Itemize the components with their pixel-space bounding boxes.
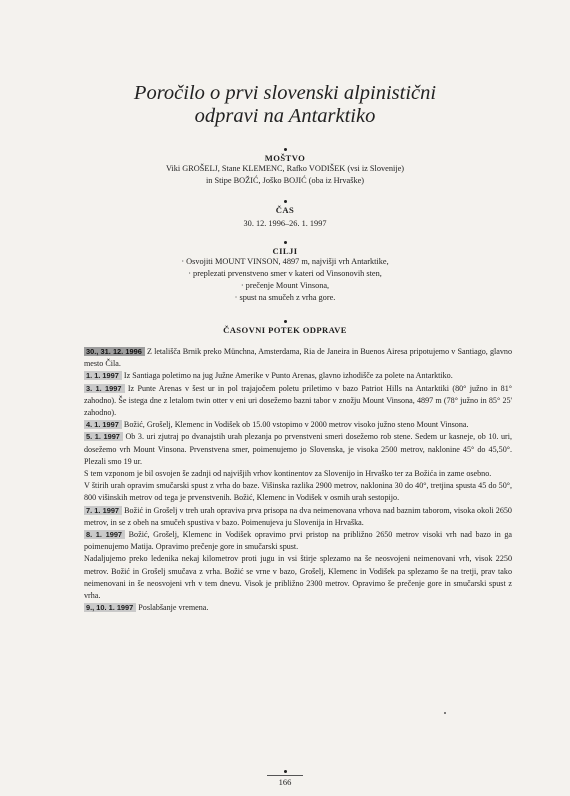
page-title — [60, 82, 510, 128]
team-line: Viki GROŠELJ, Stane KLEMENC, Rafko VODIŠEK (vsi iz Slovenije) — [165, 164, 405, 173]
goal-line: · prečenje Mount Vinsona, — [240, 281, 330, 290]
goal-line: · spust na smučeh z vrha gore. — [234, 293, 336, 302]
timeline-entry — [84, 346, 512, 370]
section-heading: ČASOVNI POTEK ODPRAVE — [223, 325, 347, 335]
page-number: 166 — [267, 775, 304, 788]
bullet-dot-icon — [284, 770, 287, 773]
entry-date: 5. 1. 1997 — [84, 432, 123, 441]
entry-text: Z letališča Brnik preko Münchna, Amsterdama, Ria de Janeira in Buenos Airesa pripotujemo v Santiago, glavno mesto Čila. — [84, 347, 512, 369]
timeline-entry — [84, 419, 512, 431]
title-line-1: Poročilo o prvi slovenski alpinistični — [133, 82, 437, 104]
goal-line: · Osvojiti MOUNT VINSON, 4897 m, najvišji vrh Antarktike, — [181, 257, 389, 266]
title-line-2: odpravi na Antarktiko — [194, 105, 376, 127]
bullet-dot-icon — [284, 148, 287, 151]
date-range: 30. 12. 1996–26. 1. 1997 — [243, 219, 327, 228]
bullet-dot-icon — [284, 200, 287, 203]
paper-speck — [444, 712, 446, 714]
timeline-entry — [84, 383, 512, 420]
entry-text: V štirih urah opravim smučarski spust z vrha do baze. Višinska razlika 2900 metrov, naklonina 30 do 40°, tretjina spusta 45 do 50°, 800 višinskih metrov od tega je prvenstvenih. Božić, Klemenc in Vodišek v osmih urah sestopijo. — [84, 481, 512, 503]
entry-text: Božić in Grošelj v treh urah opraviva prva prisopa na dva neimenovana vrhova nad baznim taborom, visoka okoli 2650 metrov, in se z obeh na smučeh spustiva v bazo. Poimenujeva ju Slovenija in Hrvaška. — [84, 505, 512, 527]
timeline-entry — [84, 468, 512, 480]
section-heading: ČAS — [275, 205, 295, 215]
section-heading: CILJI — [272, 246, 298, 256]
timeline-entry — [84, 505, 512, 529]
section-mostvo — [60, 148, 510, 187]
entry-date: 8. 1. 1997 — [84, 530, 125, 539]
entry-text: Ob 3. uri zjutraj po dvanajstih urah plezanja po prvenstveni smeri dosežemo rob stene. Sedem ur kasneje, ob 10. uri, dosežemo vrh Mount Vinsona. Prvenstvena smer, poimenujemo jo Slovenska, je visoka 2500 metrov, naklonine 45° do 45,50°. Plezali smo 19 ur. — [84, 432, 512, 466]
entry-text: Božić, Grošelj, Klemenc in Vodišek opravimo prvi pristop na približno 2650 metrov visoki vrh nad bazo in ga poimenujemo Matija. Opravimo prečenje gore in smučarski spust. — [84, 530, 512, 552]
entry-date: 7. 1. 1997 — [84, 506, 122, 515]
team-line: in Stipe BOŽIĆ, Joško BOJIĆ (oba iz Hrvaške) — [205, 176, 365, 185]
entry-text: Poslabšanje vremena. — [136, 603, 209, 613]
entry-date: 1. 1. 1997 — [84, 371, 122, 380]
timeline-entry — [84, 602, 512, 614]
page-footer — [60, 770, 510, 788]
section-cas — [60, 200, 510, 230]
timeline-entry — [84, 480, 512, 504]
timeline-entry — [84, 553, 512, 602]
bullet-dot-icon — [284, 241, 287, 244]
timeline-entry — [84, 529, 512, 553]
entry-date: 9., 10. 1. 1997 — [84, 603, 136, 612]
entry-date: 3. 1. 1997 — [84, 384, 125, 393]
entry-text: S tem vzponom je bil osvojen še zadnji od najvišjih vrhov kontinentov za Slovenijo in Hrvaško ter za Božića in zame osebno. — [84, 469, 492, 479]
goal-line: · preplezati prvenstveno smer v kateri od Vinsonovih sten, — [188, 269, 382, 278]
entry-date: 30., 31. 12. 1996 — [84, 347, 145, 356]
timeline-entries — [84, 346, 512, 614]
entry-text: Iz Punte Arenas v šest ur in pol trajajočem poletu priletimo v bazo Patriot Hills na Antarktiki (80° južno in 81° zahodno). Še istega dne z letalom twin otter v eni uri dosežemo bazni tabor v znožju Mount Vinsona, 4897 m (78° južno in 85° 25' zahodno). — [84, 383, 512, 418]
entry-text: Nadaljujemo preko ledenika nekaj kilometrov proti jugu in vsi štirje splezamo na še neosvojeni neimenovani vrh, visok 2250 metrov. Božić in Grošelj smučava z vrha. Božić se vrne v bazo, Grošelj, Klemenc in Vodišek pa splezamo še na tretji, prav tako neimenovani in še neosvojeni vrh v tem dnevu. Visok je približno 2300 metrov. Opravimo še prečenje gore in smučarski spust z vrha. — [84, 554, 512, 601]
entry-text: Iz Santiaga poletimo na jug Južne Amerike v Punto Arenas, glavno izhodišče za polete na Antarktiko. — [121, 371, 453, 381]
entry-date: 4. 1. 1997 — [84, 420, 122, 429]
section-cilji — [60, 241, 510, 304]
timeline-entry — [84, 370, 512, 382]
section-heading: MOŠTVO — [264, 153, 306, 163]
entry-text: Božić, Grošelj, Klemenc in Vodišek ob 15.00 vstopimo v 2000 metrov visoko južno steno Mount Vinsona. — [121, 420, 469, 430]
section-potek — [60, 320, 510, 335]
timeline-entry — [84, 431, 512, 468]
bullet-dot-icon — [284, 320, 287, 323]
